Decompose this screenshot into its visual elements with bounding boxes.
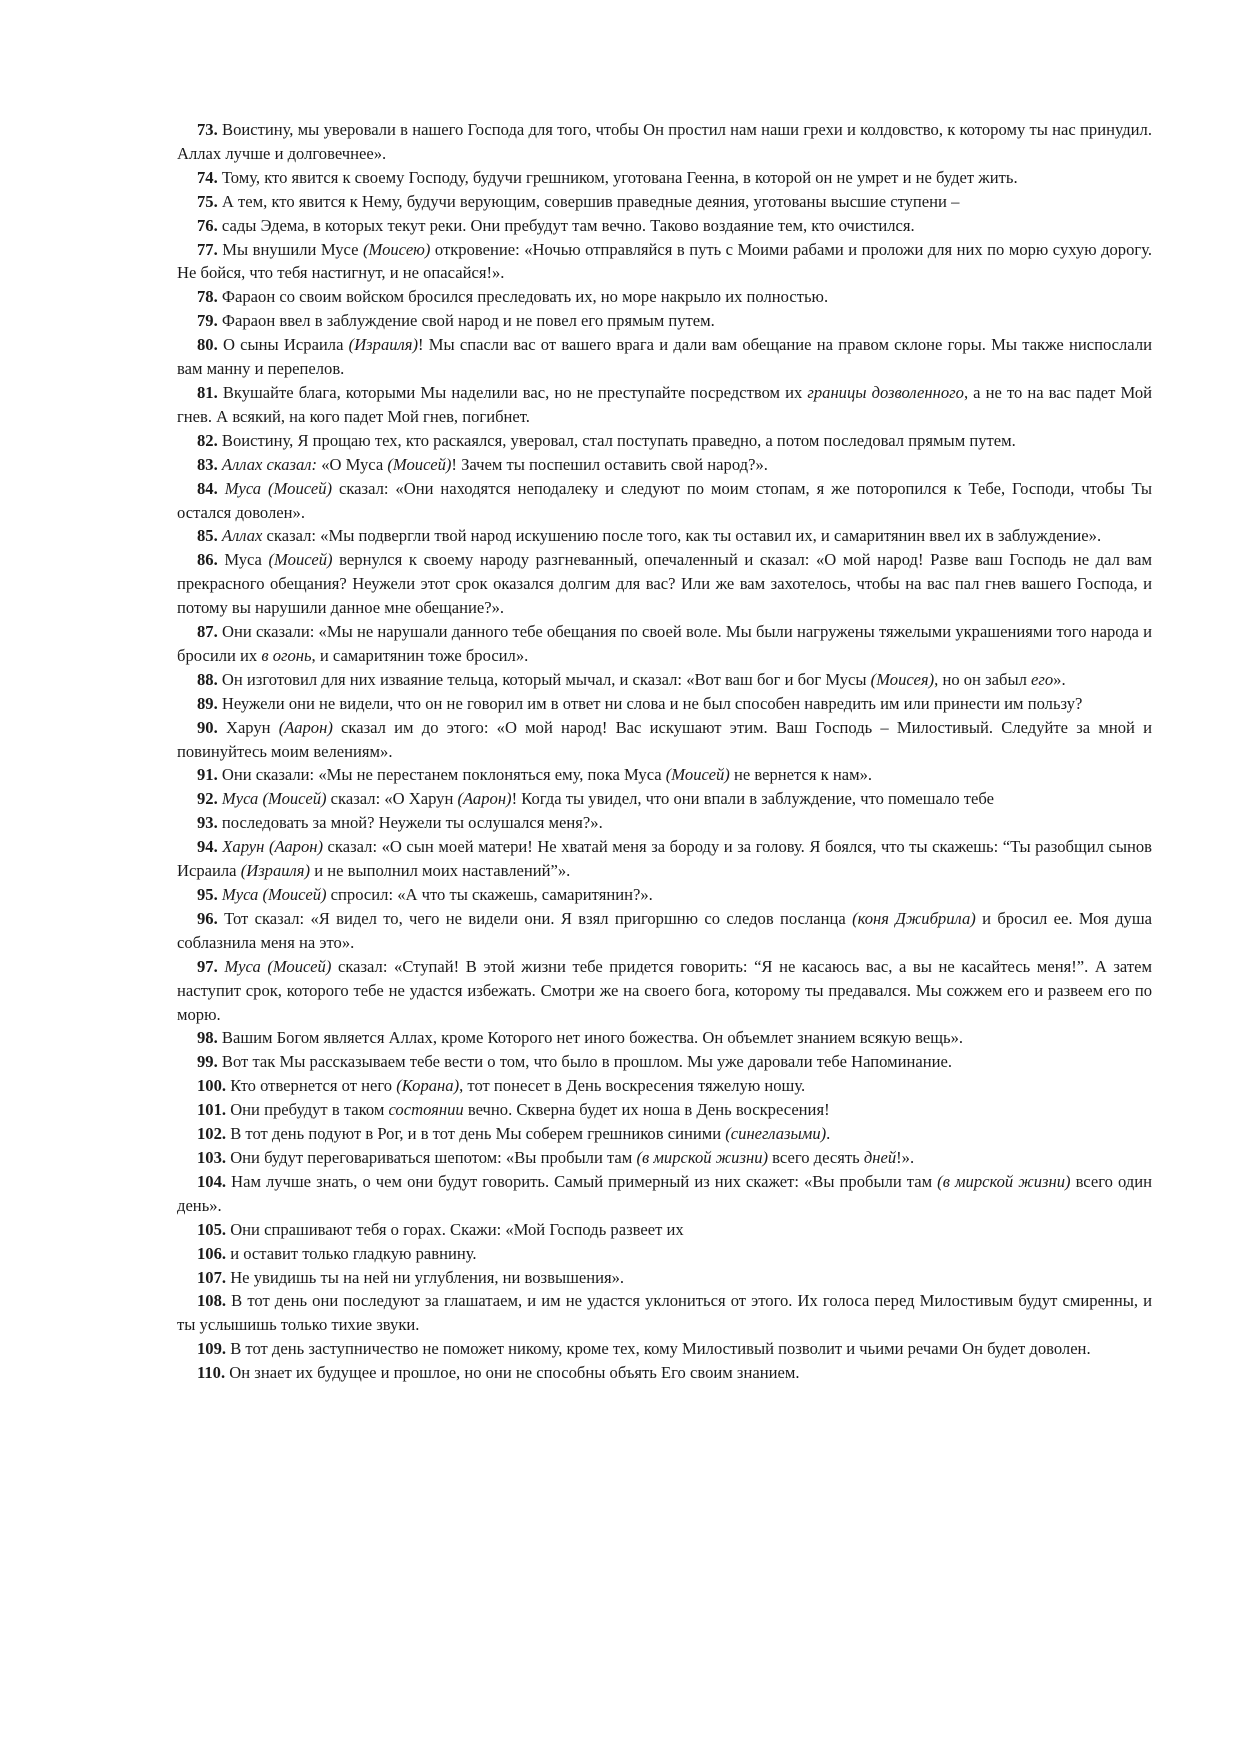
- verse-paragraph: [177, 1050, 1152, 1074]
- verse-number: 75.: [197, 191, 218, 211]
- verse-number: 102.: [197, 1124, 227, 1144]
- verse-number: 94.: [197, 837, 218, 857]
- verse-italic-text: границы дозволенного: [807, 382, 964, 402]
- verse-italic-text: его: [1031, 669, 1054, 689]
- verse-text: .: [826, 1124, 831, 1144]
- verse-paragraph: [177, 1122, 1152, 1146]
- verse-number: 88.: [197, 669, 218, 689]
- document-page: [177, 118, 1152, 1385]
- verse-text: и не выполнил моих наставлений”».: [310, 861, 571, 881]
- verse-italic-text: Аллах сказал:: [221, 454, 318, 474]
- verse-paragraph: [177, 453, 1152, 477]
- verse-italic-text: дней: [863, 1147, 897, 1167]
- verse-text: сказал: «О Харун: [326, 789, 458, 809]
- verse-paragraph: [177, 1289, 1152, 1337]
- verse-number: 97.: [197, 956, 218, 976]
- verse-text: В тот день они последуют за глашатаем, и им не удастся уклониться от этого. Их голоса перед Милостивым будут смиренны, и ты услышишь только тихие звуки.: [177, 1291, 1152, 1335]
- verse-text: Воистину, мы уверовали в нашего Господа для того, чтобы Он простил нам наши грехи и колдовство, к которому ты нас принудил. Аллах лучше и долговечнее».: [177, 120, 1152, 163]
- verse-text: Неужели они не видели, что он не говорил им в ответ ни слова и не был способен навредить им или принести им пользу?: [217, 693, 1083, 713]
- verse-italic-text: (Моисею): [362, 239, 431, 259]
- verse-text: Мы внушили Мусе: [217, 239, 363, 259]
- verse-paragraph: [177, 811, 1152, 835]
- verse-paragraph: [177, 548, 1152, 620]
- verse-italic-text: состоянии: [388, 1100, 464, 1120]
- verse-paragraph: [177, 1146, 1152, 1170]
- verse-number: 82.: [197, 430, 218, 450]
- verse-paragraph: [177, 787, 1152, 811]
- verse-paragraph: [177, 1266, 1152, 1290]
- verse-number: 96.: [197, 908, 218, 928]
- verse-text: Не увидишь ты на ней ни углубления, ни возвышения».: [226, 1267, 625, 1287]
- verse-paragraph: [177, 1026, 1152, 1050]
- verse-text: вечно. Скверна будет их ноша в День воскресения!: [463, 1100, 830, 1120]
- verse-paragraph: [177, 477, 1152, 525]
- verse-italic-text: Муса (Моисей): [224, 478, 333, 498]
- verse-paragraph: [177, 1074, 1152, 1098]
- verse-italic-text: (в мирской жизни): [636, 1147, 769, 1167]
- verse-paragraph: [177, 333, 1152, 381]
- verse-text: ! Мы спасли вас от вашего врага и дали вам обещание на правом склоне горы. Мы также ниспослали вам манну и перепелов.: [177, 335, 1152, 379]
- verse-number: 106.: [197, 1243, 227, 1263]
- verse-text: Вот так Мы рассказываем тебе вести о том, что было в прошлом. Мы уже даровали тебе Напоминание.: [217, 1052, 952, 1072]
- verse-number: 84.: [197, 478, 218, 498]
- verse-paragraph: [177, 1337, 1152, 1361]
- verse-italic-text: (в мирской жизни): [937, 1171, 1071, 1191]
- verse-number: 78.: [197, 287, 218, 307]
- verse-text: , но он забыл: [934, 669, 1032, 689]
- verse-paragraph: [177, 1242, 1152, 1266]
- verse-paragraph: [177, 668, 1152, 692]
- verse-text: ! Зачем ты поспешил оставить свой народ?».: [451, 454, 768, 474]
- verse-number: 105.: [197, 1219, 227, 1239]
- verse-text: и бросил ее. Моя душа соблазнила меня на это».: [177, 908, 1152, 952]
- verse-text: Харун: [217, 717, 279, 737]
- verse-text: сказал: «О сын моей матери! Не хватай меня за бороду и за голову. Я боялся, что ты скажешь: “Ты разобщил сынов Исраила: [177, 837, 1152, 881]
- verse-text: откровение: «Ночью отправляйся в путь с Моими рабами и проложи для них по морю сухую дорогу. Не бойся, что тебя настигнут, и не опасайся!».: [177, 239, 1152, 283]
- verse-paragraph: [177, 907, 1152, 955]
- verse-text: Вашим Богом является Аллах, кроме Которого нет иного божества. Он объемлет знанием всякую вещь».: [217, 1028, 964, 1048]
- verse-italic-text: Аллах: [221, 526, 263, 546]
- verse-number: 85.: [197, 526, 218, 546]
- verse-number: 110.: [197, 1363, 226, 1383]
- verse-paragraph: [177, 1218, 1152, 1242]
- verse-text: Фараон ввел в заблуждение свой народ и не повел его прямым путем.: [217, 311, 715, 331]
- verse-italic-text: (Аарон): [457, 789, 512, 809]
- verse-number: 87.: [197, 622, 218, 642]
- verse-number: 81.: [197, 382, 218, 402]
- verse-number: 107.: [197, 1267, 227, 1287]
- verse-paragraph: [177, 1098, 1152, 1122]
- verse-text: Они сказали: «Мы не нарушали данного тебе обещания по своей воле. Мы были нагружены тяжелыми украшениями того народа и бросили их: [177, 622, 1152, 665]
- verse-number: 90.: [197, 717, 218, 737]
- verse-text: Они пребудут в таком: [226, 1100, 389, 1120]
- verse-number: 92.: [197, 789, 218, 809]
- verse-text: последовать за мной? Неужели ты ослушался меня?».: [217, 813, 603, 833]
- verse-paragraph: [177, 955, 1152, 1027]
- verse-italic-text: (Моисея): [870, 669, 935, 689]
- verse-text: Они сказали: «Мы не перестанем поклоняться ему, пока Муса: [217, 765, 666, 785]
- verse-text: В тот день заступничество не поможет никому, кроме тех, кому Милостивый позволит и чьими речами Он будет доволен.: [226, 1339, 1091, 1359]
- verse-paragraph: [177, 763, 1152, 787]
- verse-paragraph: [177, 429, 1152, 453]
- verse-text: сказал: «Они находятся неподалеку и следуют по моим стопам, я же поторопился к Тебе, Господи, чтобы Ты остался доволен».: [177, 478, 1152, 522]
- verse-paragraph: [177, 166, 1152, 190]
- verse-number: 101.: [197, 1100, 227, 1120]
- verse-paragraph: [177, 1170, 1152, 1218]
- verse-paragraph: [177, 238, 1152, 286]
- verse-italic-text: (Моисей): [665, 765, 730, 785]
- verse-italic-text: (Израиля): [240, 861, 311, 881]
- verse-number: 95.: [197, 885, 218, 904]
- verse-italic-text: (коня Джибрила): [852, 908, 976, 928]
- verse-italic-text: (синеглазыми): [725, 1124, 827, 1144]
- verse-number: 80.: [197, 335, 218, 355]
- verse-text: Воистину, Я прощаю тех, кто раскаялся, уверовал, стал поступать праведно, а потом последовал прямым путем.: [217, 430, 1016, 450]
- verse-text: О сыны Исраила: [217, 335, 349, 355]
- verse-text: [218, 479, 225, 498]
- verse-text: сказал: «Ступай! В этой жизни тебе придется говорить: “Я не касаюсь вас, а вы не касайтесь меня!”. А затем наступит срок, которого тебе не удастся избежать. Смотри же на своего бога, которому ты предавался. Мы сожжем его и развеем его по морю.: [177, 956, 1152, 1024]
- verse-text: Они будут переговариваться шепотом: «Вы пробыли там: [226, 1147, 637, 1167]
- verse-number: 83.: [197, 454, 218, 474]
- verse-paragraph: [177, 309, 1152, 333]
- verse-number: 100.: [197, 1076, 227, 1096]
- verse-number: 76.: [197, 215, 218, 235]
- verse-italic-text: Муса (Моисей): [221, 789, 327, 809]
- verse-text: , а не то на вас падет Мой гнев. А всякий, на кого падет Мой гнев, погибнет.: [177, 382, 1152, 426]
- verse-text: , тот понесет в День воскресения тяжелую ношу.: [459, 1076, 806, 1096]
- verse-paragraph: [177, 716, 1152, 764]
- verse-text: «О Муса: [317, 454, 388, 474]
- verse-text: Он знает их будущее и прошлое, но они не способны объять Его своим знанием.: [225, 1363, 800, 1383]
- verse-italic-text: (Моисей): [387, 454, 452, 474]
- verse-paragraph: [177, 1361, 1152, 1385]
- verse-paragraph: [177, 214, 1152, 238]
- verse-text: Муса: [217, 550, 269, 570]
- verse-paragraph: [177, 190, 1152, 214]
- verse-italic-text: в огонь: [261, 645, 312, 665]
- verse-paragraph: [177, 524, 1152, 548]
- verse-text: всего один день».: [177, 1171, 1152, 1215]
- verse-number: 73.: [197, 120, 218, 139]
- verse-number: 109.: [197, 1339, 227, 1359]
- verse-text: , и самаритянин тоже бросил».: [311, 645, 529, 665]
- verse-italic-text: Муса (Моисей): [224, 956, 332, 976]
- verse-text: ».: [1053, 669, 1066, 689]
- verse-text: не вернется к нам».: [729, 765, 873, 785]
- verse-italic-text: (Моисей): [268, 550, 333, 570]
- verse-number: 99.: [197, 1052, 218, 1072]
- verse-text: сказал им до этого: «О мой народ! Вас искушают этим. Ваш Господь – Милостивый. Следуйте за мной и повинуйтесь моим велениям».: [177, 717, 1152, 761]
- verse-text: Вкушайте блага, которыми Мы наделили вас, но не преступайте посредством их: [217, 382, 808, 402]
- verse-paragraph: [177, 381, 1152, 429]
- verse-text: всего десять: [768, 1147, 864, 1167]
- verse-text: !».: [896, 1147, 915, 1167]
- verse-paragraph: [177, 883, 1152, 907]
- verse-number: 74.: [197, 167, 218, 187]
- verse-paragraph: [177, 620, 1152, 668]
- verse-paragraph: [177, 285, 1152, 309]
- verse-italic-text: Харун (Аарон): [222, 837, 324, 857]
- verse-number: 93.: [197, 813, 218, 833]
- verse-text: Тот сказал: «Я видел то, чего не видели они. Я взял пригоршню со следов посланца: [217, 908, 853, 928]
- verse-text: сказал: «Мы подвергли твой народ искушению после того, как ты оставил их, и самаритянин ввел их в заблуждение».: [262, 526, 1102, 546]
- verse-number: 98.: [197, 1028, 218, 1048]
- verse-text: А тем, кто явится к Нему, будучи верующим, совершив праведные деяния, уготованы высшие ступени –: [217, 191, 960, 211]
- verse-number: 79.: [197, 311, 218, 331]
- verse-text: и оставит только гладкую равнину.: [226, 1243, 477, 1263]
- verse-text: вернулся к своему народу разгневанный, опечаленный и сказал: «О мой народ! Разве ваш Господь не дал вам прекрасного обещания? Неужели этот срок оказался долгим для вас? Или же вам захотелось, чтобы на вас пал гнев вашего Господа, и потому вы нарушили данное мне обещание?».: [177, 550, 1152, 618]
- verse-text: сады Эдема, в которых текут реки. Они пребудут там вечно. Таково воздаяние тем, кто очистился.: [217, 215, 915, 235]
- verse-number: 108.: [197, 1291, 227, 1311]
- verse-text: спросил: «А что ты скажешь, самаритянин?».: [326, 885, 653, 904]
- verse-paragraph: [177, 835, 1152, 883]
- verse-text: Кто отвернется от него: [226, 1076, 397, 1096]
- verse-text: Тому, кто явится к своему Господу, будучи грешником, уготована Геенна, в которой он не умрет и не будет жить.: [217, 167, 1018, 187]
- verse-number: 77.: [197, 239, 218, 259]
- verse-text: ! Когда ты увидел, что они впали в заблуждение, что помешало тебе: [511, 789, 994, 809]
- verse-italic-text: (Корана): [396, 1076, 460, 1096]
- verse-number: 86.: [197, 550, 218, 570]
- verse-number: 104.: [197, 1171, 227, 1191]
- verse-text: Нам лучше знать, о чем они будут говорить. Самый примерный из них скажет: «Вы пробыли там: [226, 1171, 938, 1191]
- verse-number: 91.: [197, 765, 218, 785]
- verse-text: Они спрашивают тебя о горах. Скажи: «Мой Господь развеет их: [226, 1219, 684, 1239]
- verse-paragraph: [177, 692, 1152, 716]
- verse-text: В тот день подуют в Рог, и в тот день Мы соберем грешников синими: [226, 1124, 726, 1144]
- verse-paragraph: [177, 118, 1152, 166]
- verse-italic-text: (Аарон): [278, 717, 333, 737]
- verse-number: 89.: [197, 693, 218, 713]
- verse-text: Фараон со своим войском бросился преследовать их, но море накрыло их полностью.: [217, 287, 829, 307]
- verse-text: Он изготовил для них изваяние тельца, который мычал, и сказал: «Вот ваш бог и бог Мусы: [217, 669, 871, 689]
- verse-italic-text: Муса (Моисей): [221, 885, 327, 904]
- verse-number: 103.: [197, 1147, 227, 1167]
- verse-italic-text: (Израиля): [348, 335, 419, 355]
